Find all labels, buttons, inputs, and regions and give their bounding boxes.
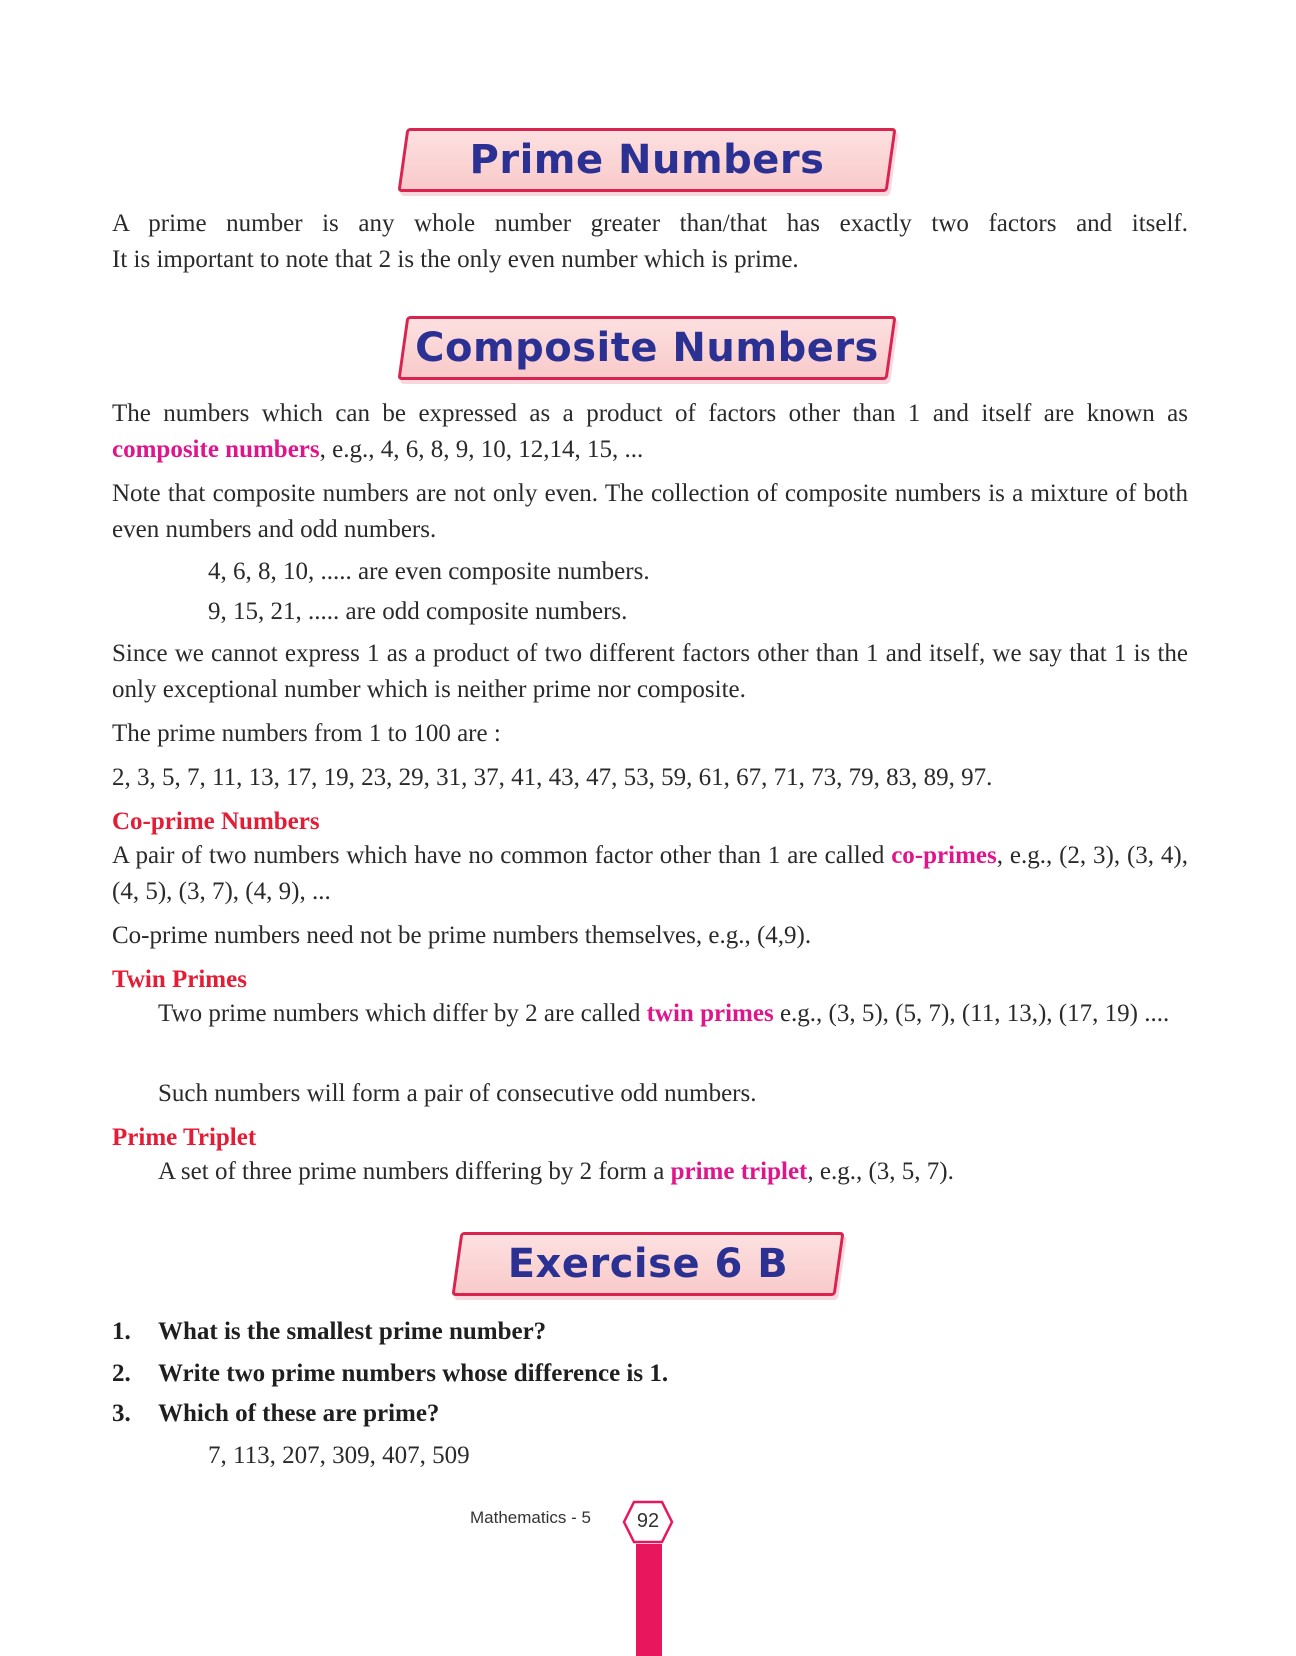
one-exception: Since we cannot express 1 as a product of two different factors other than 1 and itself, we say that 1 is the only exceptional number which is neither prime nor composite. (112, 640, 1188, 703)
coprime-examples: , e.g., (2, 3), (3, 4), (4, 5), (3, 7), (4, 9), ... (112, 842, 1188, 905)
question-2-text: Write two prime numbers whose difference is 1. (158, 1360, 669, 1387)
prime-triplet-keyword: prime triplet (670, 1158, 808, 1185)
composite-note: Note that composite numbers are not only even. The collection of composite numbers is a mixture of both even numbers and odd numbers. (112, 480, 1188, 543)
composite-examples: , e.g., 4, 6, 8, 9, 10, 12,14, 15, ... (319, 436, 644, 463)
question-3-numbers: 7, 113, 207, 309, 407, 509 (208, 1442, 470, 1469)
triplet-example: , e.g., (3, 5, 7). (807, 1158, 954, 1185)
composite-definition (112, 396, 1188, 468)
exercise-title: Exercise 6 B (507, 1241, 789, 1287)
question-1-text: What is the smallest prime number? (158, 1318, 547, 1345)
question-3 (112, 1396, 439, 1432)
twin-definition-text: Two prime numbers which differ by 2 are called (158, 1000, 647, 1027)
coprime-note: Co-prime numbers need not be prime numbers themselves, e.g., (4,9). (112, 922, 812, 949)
prime-triplet-definition (158, 1154, 954, 1190)
footer-bar (636, 1544, 662, 1656)
question-2 (112, 1356, 668, 1392)
coprime-definition-text: A pair of two numbers which have no common factor other than 1 are called (112, 842, 892, 869)
twin-primes-definition (112, 996, 1188, 1032)
prime-triplet-heading: Prime Triplet (112, 1124, 257, 1151)
twin-primes-heading: Twin Primes (112, 966, 247, 993)
book-title: Mathematics - 5 (470, 1508, 591, 1527)
composite-definition-text: The numbers which can be expressed as a product of factors other than 1 and itself are known as (112, 400, 1188, 427)
coprime-heading: Co-prime Numbers (112, 808, 320, 835)
twin-primes-keyword: twin primes (646, 1000, 774, 1027)
composite-keyword: composite numbers (112, 436, 320, 463)
composite-numbers-title: Composite Numbers (415, 325, 879, 371)
prime-definition-line1: A prime number is any whole number greater than/that has exactly two factors and itself. (112, 210, 1188, 237)
question-3-number: 3. (112, 1400, 131, 1427)
prime-numbers-title: Prime Numbers (469, 137, 825, 183)
question-2-number: 2. (112, 1360, 131, 1387)
triplet-definition-text: A set of three prime numbers differing by 2 form a (158, 1158, 671, 1185)
coprime-definition (112, 838, 1188, 910)
primes-list: 2, 3, 5, 7, 11, 13, 17, 19, 23, 29, 31, 37, 41, 43, 47, 53, 59, 61, 67, 71, 73, 79, 83, 89, 97. (112, 764, 993, 791)
twin-primes-note: Such numbers will form a pair of consecutive odd numbers. (158, 1080, 757, 1107)
question-1-number: 1. (112, 1318, 131, 1345)
primes-intro: The prime numbers from 1 to 100 are : (112, 720, 501, 747)
question-1 (112, 1314, 546, 1350)
even-composite-example: 4, 6, 8, 10, ..... are even composite numbers. (208, 558, 650, 585)
prime-definition-line2: It is important to note that 2 is the only even number which is prime. (112, 246, 799, 273)
question-3-text: Which of these are prime? (158, 1400, 440, 1427)
coprime-keyword: co-primes (891, 842, 997, 869)
page-number: 92 (636, 1510, 660, 1532)
odd-composite-example: 9, 15, 21, ..... are odd composite numbers. (208, 598, 628, 625)
twin-examples: e.g., (3, 5), (5, 7), (11, 13,), (17, 19) .... (773, 1000, 1170, 1027)
